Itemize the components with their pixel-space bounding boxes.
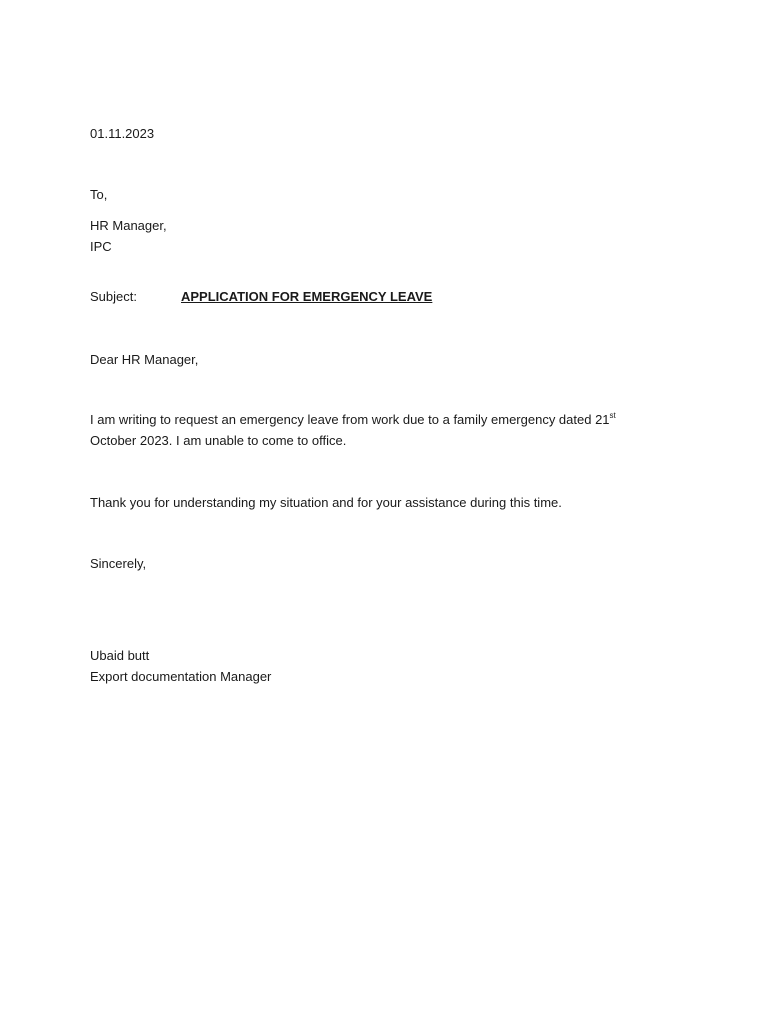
recipient-organization: IPC <box>90 239 112 254</box>
body-text-line-1: I am writing to request an emergency leave from work due to a family emergency dated 21 <box>90 412 610 427</box>
thanks-paragraph: Thank you for understanding my situation and for your assistance during this time. <box>90 495 562 510</box>
body-paragraph-line-1 <box>90 411 616 429</box>
subject-text: APPLICATION FOR EMERGENCY LEAVE <box>181 289 433 304</box>
subject-label: Subject: <box>90 289 137 304</box>
recipient-title: HR Manager, <box>90 218 167 233</box>
salutation: Dear HR Manager, <box>90 352 199 367</box>
ordinal-suffix: st <box>609 411 616 420</box>
letter-date: 01.11.2023 <box>90 126 155 141</box>
signature-name: Ubaid butt <box>90 648 150 663</box>
subject-line <box>90 288 432 306</box>
closing: Sincerely, <box>90 556 147 571</box>
to-label: To, <box>90 187 108 202</box>
body-paragraph-line-2: October 2023. I am unable to come to office. <box>90 433 347 448</box>
signature-title: Export documentation Manager <box>90 669 272 684</box>
